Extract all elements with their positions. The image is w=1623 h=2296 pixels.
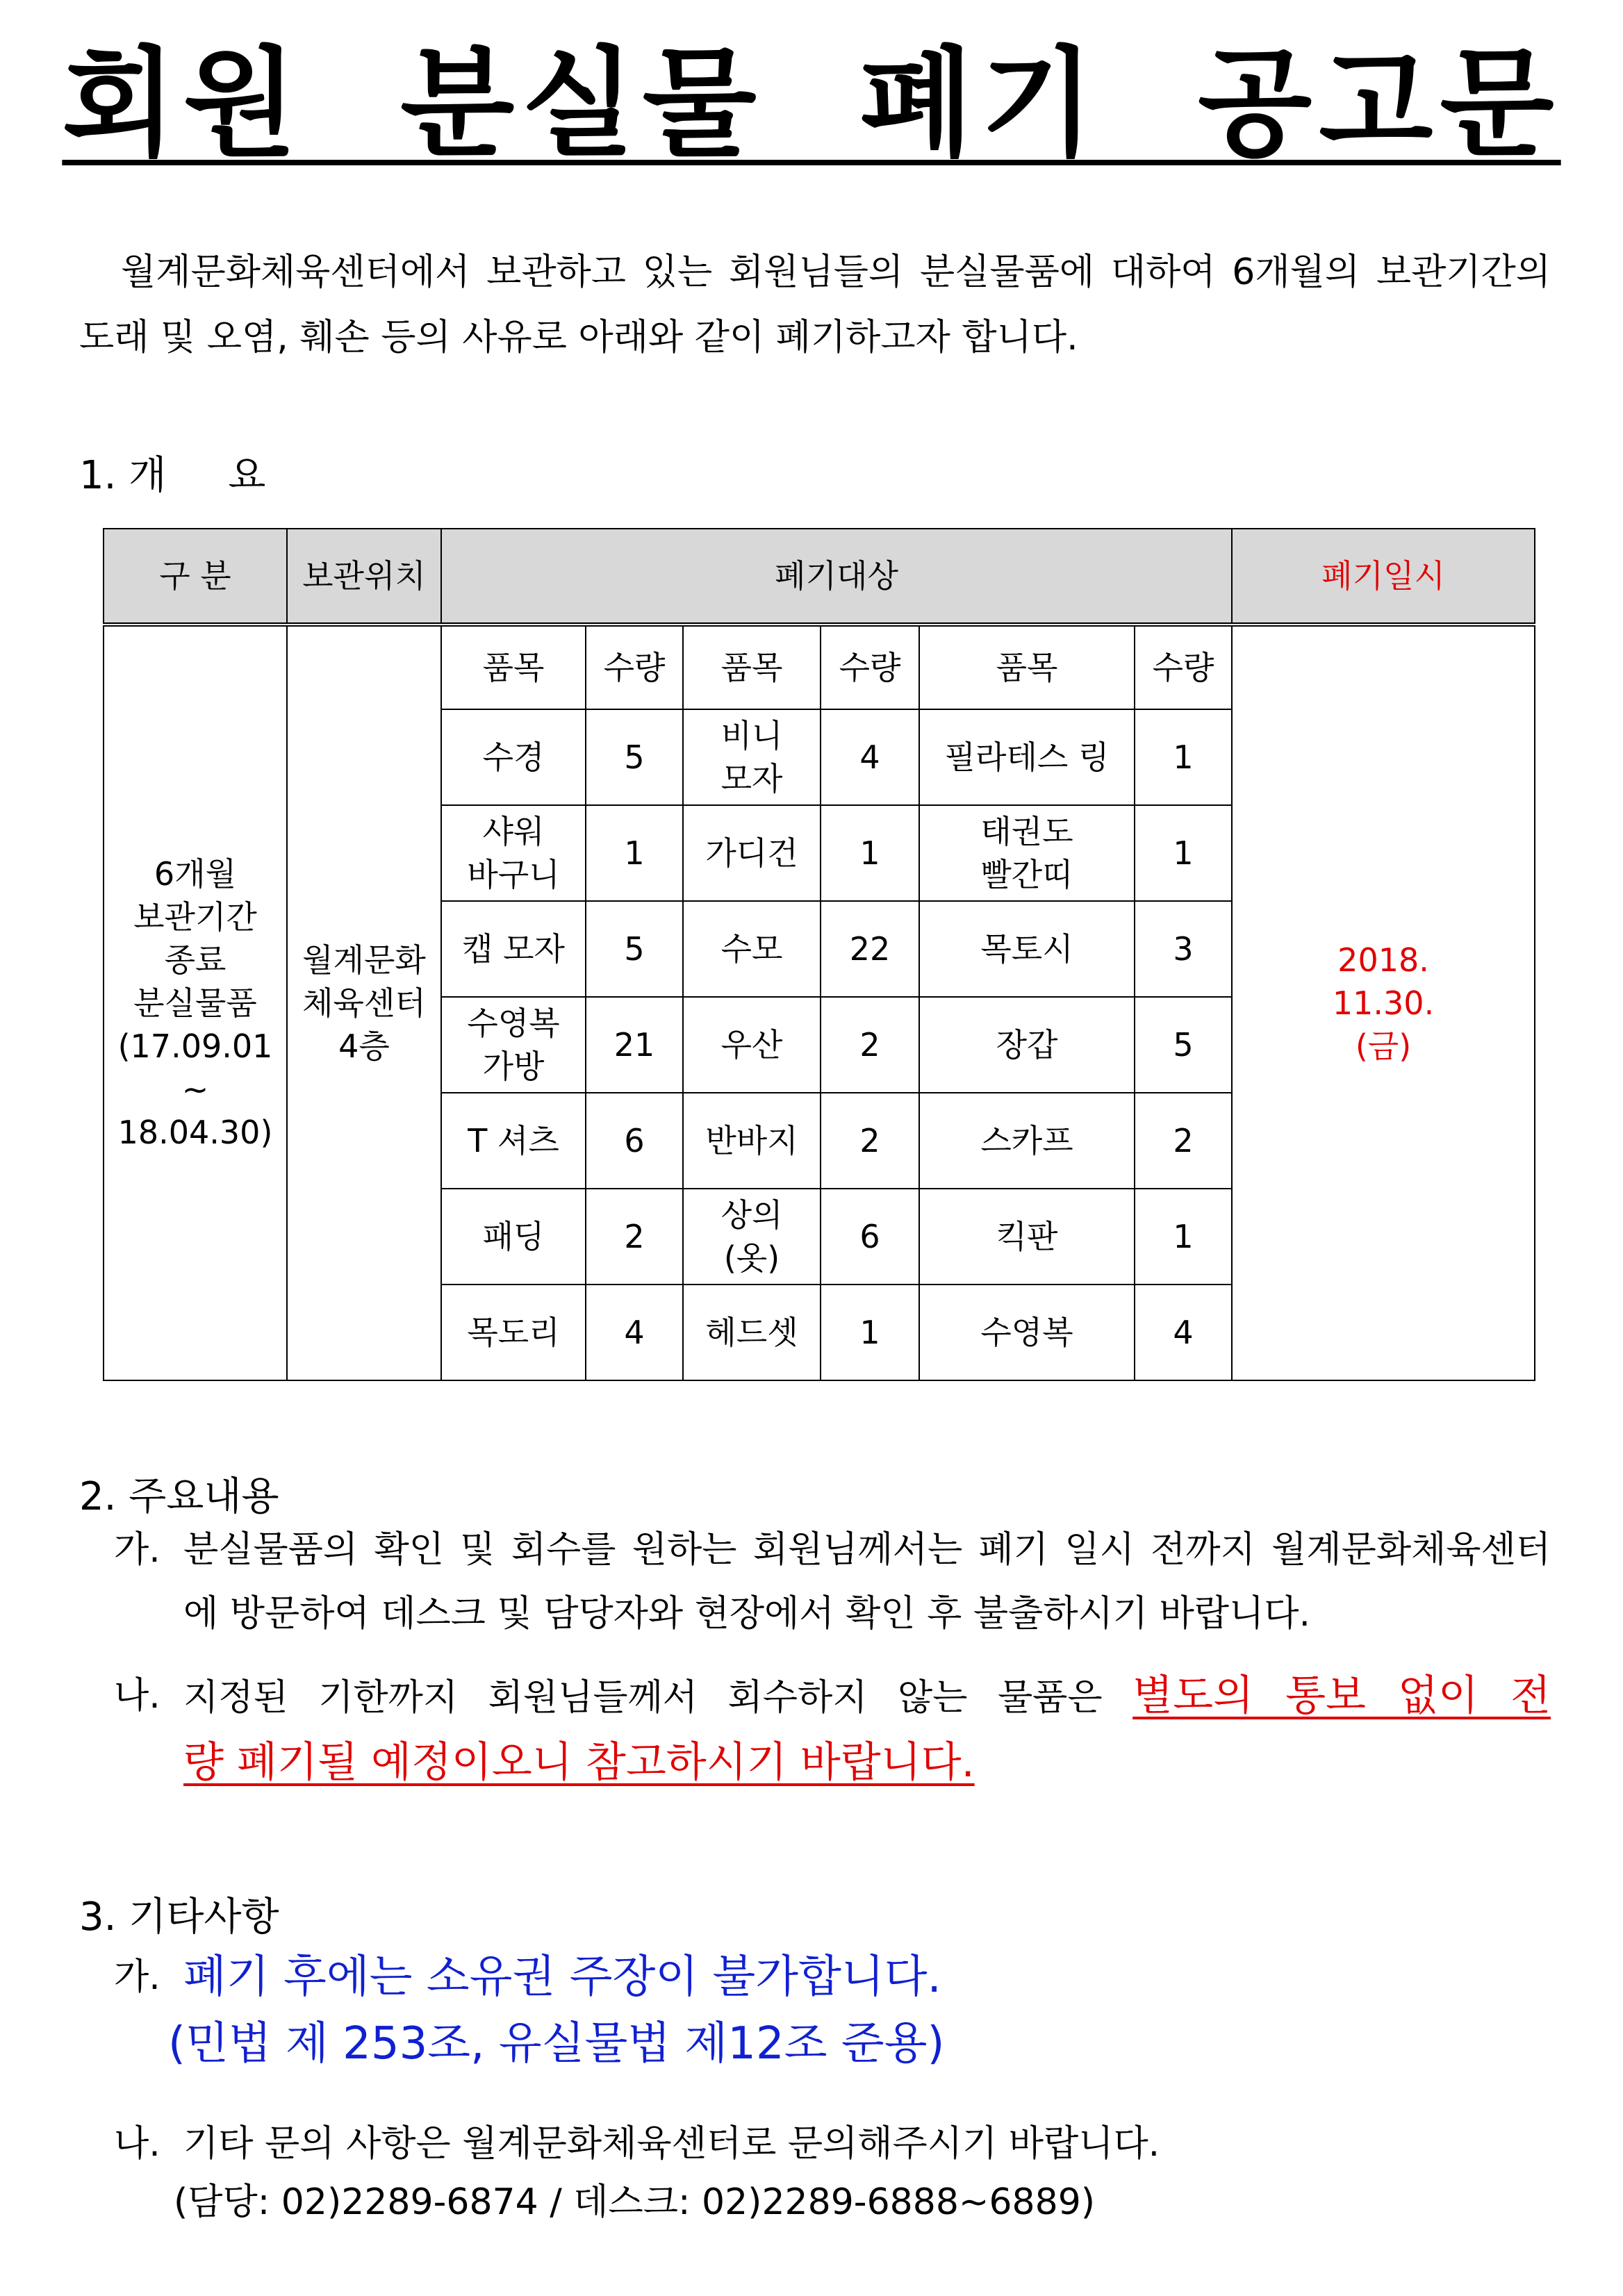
item-line [183,1945,1551,2012]
sub-header-qty: 수량 [1135,625,1232,709]
sub-header-qty: 수량 [586,625,683,709]
category-line: 종료 [164,941,226,979]
item-name-cell: 수영복 [919,1285,1135,1380]
item-name-cell [919,805,1135,901]
category-line: 보관기간 [133,898,257,936]
category-line: 분실물품 [133,984,257,1022]
section-3-item-b [79,2112,1551,2240]
item-name-line: (옷) [723,1239,780,1277]
item-name-line: 상의 [720,1196,783,1234]
item-line: 기타 문의 사항은 월계문화체육센터로 문의해주시기 바랍니다. [183,2123,1160,2165]
category-line: 6개월 [154,855,237,893]
quantity-cell: 4 [586,1285,683,1380]
header-date: 폐기일시 [1232,529,1535,625]
quantity-cell: 22 [821,901,919,997]
quantity-cell: 4 [1135,1285,1232,1380]
item-emphasis: 량 폐기될 예정이오니 참고하시기 바랍니다. [183,1738,975,1787]
date-line: 2018. [1337,941,1429,979]
item-name-line: 바구니 [467,856,560,893]
item-name-line: 빨간띠 [980,856,1073,893]
item-name-line: 비니 [720,717,783,754]
date-line: (금) [1355,1027,1412,1065]
item-line: 에 방문하여 데스크 및 담당자와 현장에서 확인 후 불출하시기 바랍니다. [183,1593,1311,1635]
category-line: ~ [181,1071,209,1108]
section-2-heading: 2. 주요내용 [79,1474,279,1519]
item-name-cell: 목도리 [441,1285,586,1380]
item-mark: 가. [114,1529,160,1571]
item-emphasis: (민법 제 253조, 유실물법 제12조 준용) [168,2018,945,2070]
quantity-cell: 1 [1135,1189,1232,1285]
item-name-cell: 가디건 [683,805,821,901]
item-name-cell: 장갑 [919,997,1135,1093]
quantity-cell: 6 [821,1189,919,1285]
quantity-cell: 2 [821,1093,919,1189]
sub-header-item: 품목 [441,625,586,709]
item-name-line: 샤워 [482,813,545,850]
section-2-item-a [79,1518,1551,1646]
item-name-cell: 스카프 [919,1093,1135,1189]
item-mark: 나. [114,2123,160,2165]
quantity-cell: 5 [586,901,683,997]
quantity-cell: 6 [586,1093,683,1189]
item-name-cell: 반바지 [683,1093,821,1189]
category-line: (17.09.01 [117,1027,273,1065]
item-line: (담당: 02)2289-6874 / 데스크: 02)2289-6888~6889) [174,2181,1096,2223]
disposal-date-cell [1232,625,1535,1380]
quantity-cell: 5 [1135,997,1232,1093]
item-name-cell: 킥판 [919,1189,1135,1285]
item-emphasis: 별도의 통보 없이 전 [1132,1671,1551,1720]
item-name-line: 수영복 [467,1005,560,1042]
quantity-cell: 2 [1135,1093,1232,1189]
item-line [183,1731,1551,1797]
sub-header-qty: 수량 [821,625,919,709]
location-line: 체육센터 [302,984,426,1022]
quantity-cell: 3 [1135,901,1232,997]
disposal-table [103,528,1535,1381]
section-1-heading: 1. 개 요 [79,453,266,498]
item-name-cell: 캡 모자 [441,901,586,997]
quantity-cell: 2 [586,1189,683,1285]
header-category: 구 분 [104,529,287,625]
section-3-item-a [79,1945,1551,2077]
item-name-cell: 목토시 [919,901,1135,997]
header-target: 폐기대상 [441,529,1232,625]
quantity-cell: 2 [821,997,919,1093]
quantity-cell: 1 [821,805,919,901]
sub-header-item: 품목 [683,625,821,709]
item-mark: 나. [114,1675,160,1717]
item-name-cell [683,1189,821,1285]
date-line: 11.30. [1332,984,1435,1022]
intro-paragraph: 월계문화체육센터에서 보관하고 있는 회원님들의 분실물품에 대하여 6개월의 보관기간의 도래 및 오염, 훼손 등의 사유로 아래와 같이 폐기하고자 합니다. [79,251,1551,358]
section-3-heading: 3. 기타사항 [79,1894,279,1940]
item-name-cell: 필라테스 링 [919,709,1135,805]
item-name-cell: 패딩 [441,1189,586,1285]
quantity-cell: 1 [1135,709,1232,805]
item-name-cell: T 셔츠 [441,1093,586,1189]
item-name-line: 모자 [720,760,783,798]
item-name-line: 가방 [482,1048,545,1085]
category-line: 18.04.30) [117,1114,273,1151]
item-text: 지정된 기한까지 회원님들께서 회수하지 않는 물품은 [183,1677,1133,1719]
quantity-cell: 4 [821,709,919,805]
location-line: 월계문화 [302,941,426,979]
quantity-cell: 21 [586,997,683,1093]
item-name-cell: 수모 [683,901,821,997]
item-name-cell [441,805,586,901]
item-line [183,1664,1551,1730]
section-2-item-b [79,1664,1551,1803]
page-title: 회원 분실물 폐기 공고문 [62,35,1561,173]
location-cell [287,625,441,1380]
item-name-cell [683,709,821,805]
item-line: 분실물품의 확인 및 회수를 원하는 회원님께서는 폐기 일시 전까지 월계문화체육센터 [183,1529,1551,1571]
sub-header-item: 품목 [919,625,1135,709]
quantity-cell: 5 [586,709,683,805]
item-name-cell [441,997,586,1093]
item-name-cell: 수경 [441,709,586,805]
category-cell [104,625,287,1380]
item-line [168,2012,1551,2079]
item-emphasis: 폐기 후에는 소유권 주장이 불가합니다. [183,1951,941,2003]
header-location: 보관위치 [287,529,441,625]
location-line: 4층 [338,1027,390,1065]
quantity-cell: 1 [586,805,683,901]
quantity-cell: 1 [821,1285,919,1380]
item-name-cell: 우산 [683,997,821,1093]
item-name-line: 태권도 [980,813,1073,850]
quantity-cell: 1 [1135,805,1232,901]
item-name-cell: 헤드셋 [683,1285,821,1380]
item-mark: 가. [114,1956,160,1998]
